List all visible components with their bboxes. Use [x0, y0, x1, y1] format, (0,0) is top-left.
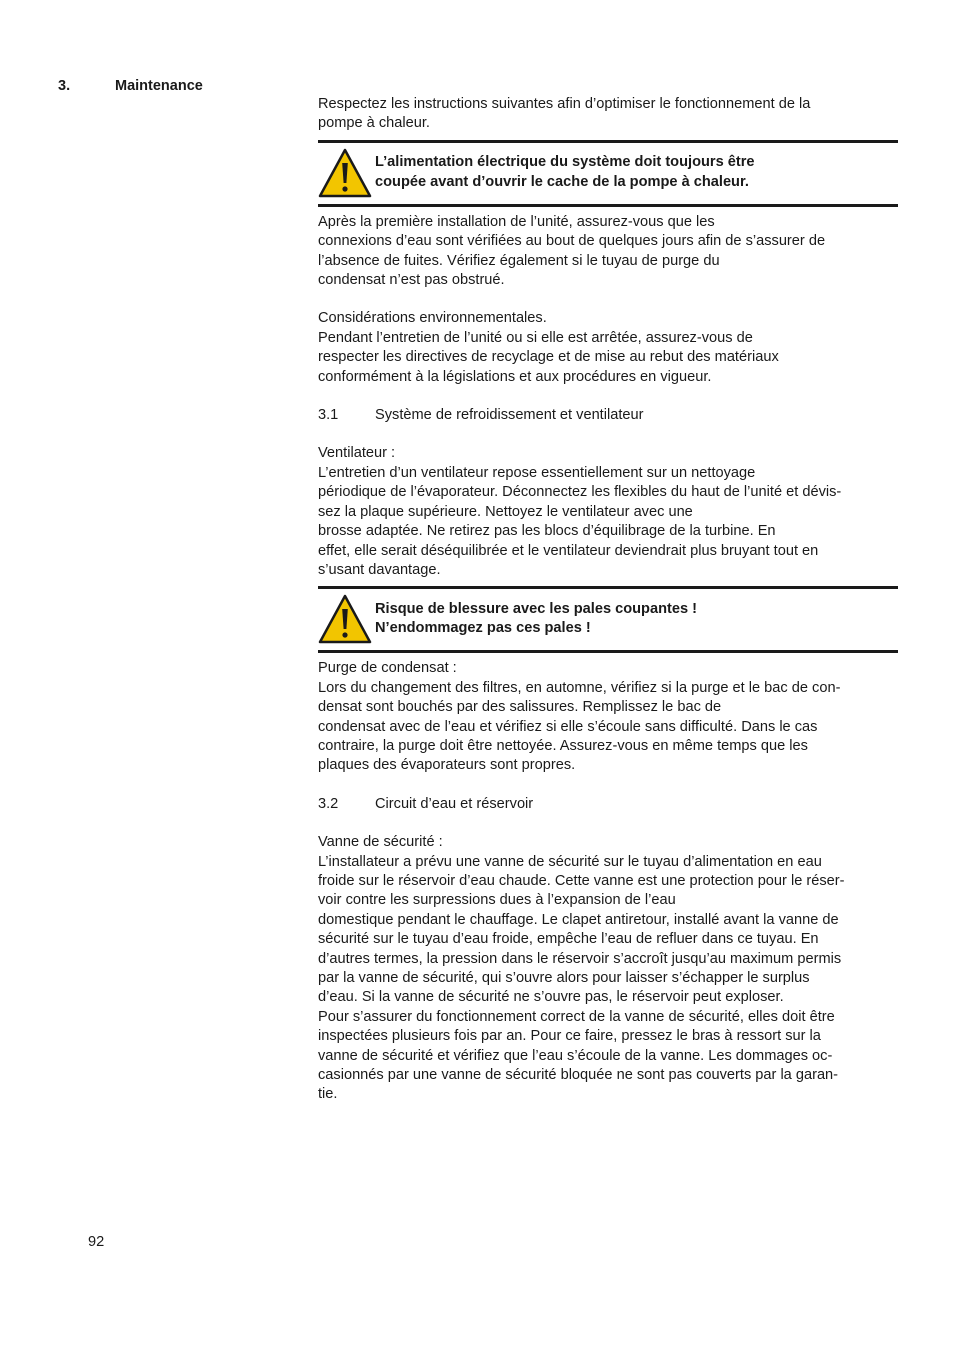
- intro-paragraph: Respectez les instructions suivantes afin d’optimiser le fonctionnement de la pompe à chaleur.: [318, 96, 811, 132]
- warning-text: Risque de blessure avec les pales coupantes ! N’endommagez pas ces pales !: [375, 600, 698, 637]
- install-paragraph: Après la première installation de l’unité, assurez-vous que les connexions d’eau sont vérifiées au bout de quelques jours afin de s’assurer de l’absence de fuites. Vérifiez également si le tuyau de purge du condensat n’est pas obstrué.: [318, 213, 826, 289]
- page-number: 92: [88, 1234, 105, 1250]
- subsection-number: 3.1: [318, 407, 339, 424]
- subsection-title: Circuit d’eau et réservoir: [375, 795, 534, 812]
- subsection-heading-3-1: [318, 406, 898, 425]
- warning-text: L’alimentation électrique du système doit toujours être coupée avant d’ouvrir le cache de la pompe à chaleur.: [375, 154, 755, 190]
- warning-triangle-icon: [318, 147, 375, 199]
- section-number: 3.: [58, 78, 71, 94]
- condensate-paragraph: Purge de condensat : Lors du changement des filtres, en automne, vérifiez si la purge et le bac de con- densat sont bouchés par des salissures. Remplissez le bac de condensat avec de l’eau et vérifiez si elle s’écoule sans difficulté. Dans le cas contraire, la purge doit être nettoyée. Assurez-vous en même temps que les plaques des évaporateurs sont propres.: [318, 660, 841, 774]
- safety-valve-paragraph: Vanne de sécurité : L’installateur a prévu une vanne de sécurité sur le tuyau d’alimentation en eau froide sur le réservoir d’eau chaude. Cette vanne est une protection pour le réser- voir contre les surpressions dues à l’expansion de l’eau domestique pendant le chauffage. Le clapet antiretour, installé avant la vanne de sécurité sur le tuyau d’eau froide, empêche l’eau de refluer dans ce tuyau. En d’autres termes, la pression dans le réservoir s’accroît jusqu’au maximum permis par la vanne de sécurité, qui s’ouvre alors pour laisser s’échapper le surplus d’eau. Si la vanne de sécurité ne s’ouvre pas, le réservoir peut exploser. Pour s’assurer du fonctionnement correct de la vanne de sécurité, elles doit être inspectées plusieurs fois par an. Pour ce faire, pressez le bras à ressort sur la vanne de sécurité et vérifiez que l’eau s’écoule de la vanne. Les dommages oc- casionnés par une vanne de sécurité bloquée ne sont pas couverts par la garan- tie.: [318, 834, 845, 1103]
- fan-paragraph: Ventilateur : L’entretien d’un ventilateur repose essentiellement sur un nettoyage périodique de l’évaporateur. Déconnectez les flexibles du haut de l’unité et dévis- sez la plaque supérieure. Nettoyez le ventilateur avec une brosse adaptée. Ne retirez pas les blocs d’équilibrage de la turbine. En effet, elle serait déséquilibrée et le ventilateur deviendrait plus bruyant tout en s’usant davantage.: [318, 445, 842, 578]
- warning-box-blades: [318, 586, 898, 653]
- environment-paragraph: Considérations environnementales. Pendant l’entretien de l’unité ou si elle est arrêtée, assurez-vous de respecter les directives de recyclage et de mise au rebut des matériaux conformément à la législations et aux procédures en vigueur.: [318, 310, 779, 385]
- subsection-heading-3-2: [318, 795, 898, 814]
- subsection-number: 3.2: [318, 795, 339, 812]
- section-title: Maintenance: [115, 78, 203, 94]
- section-heading: [58, 78, 203, 94]
- main-content: [318, 95, 898, 1105]
- warning-triangle-icon: [318, 593, 375, 645]
- subsection-title: Système de refroidissement et ventilateur: [375, 407, 644, 424]
- warning-box-power: [318, 140, 898, 207]
